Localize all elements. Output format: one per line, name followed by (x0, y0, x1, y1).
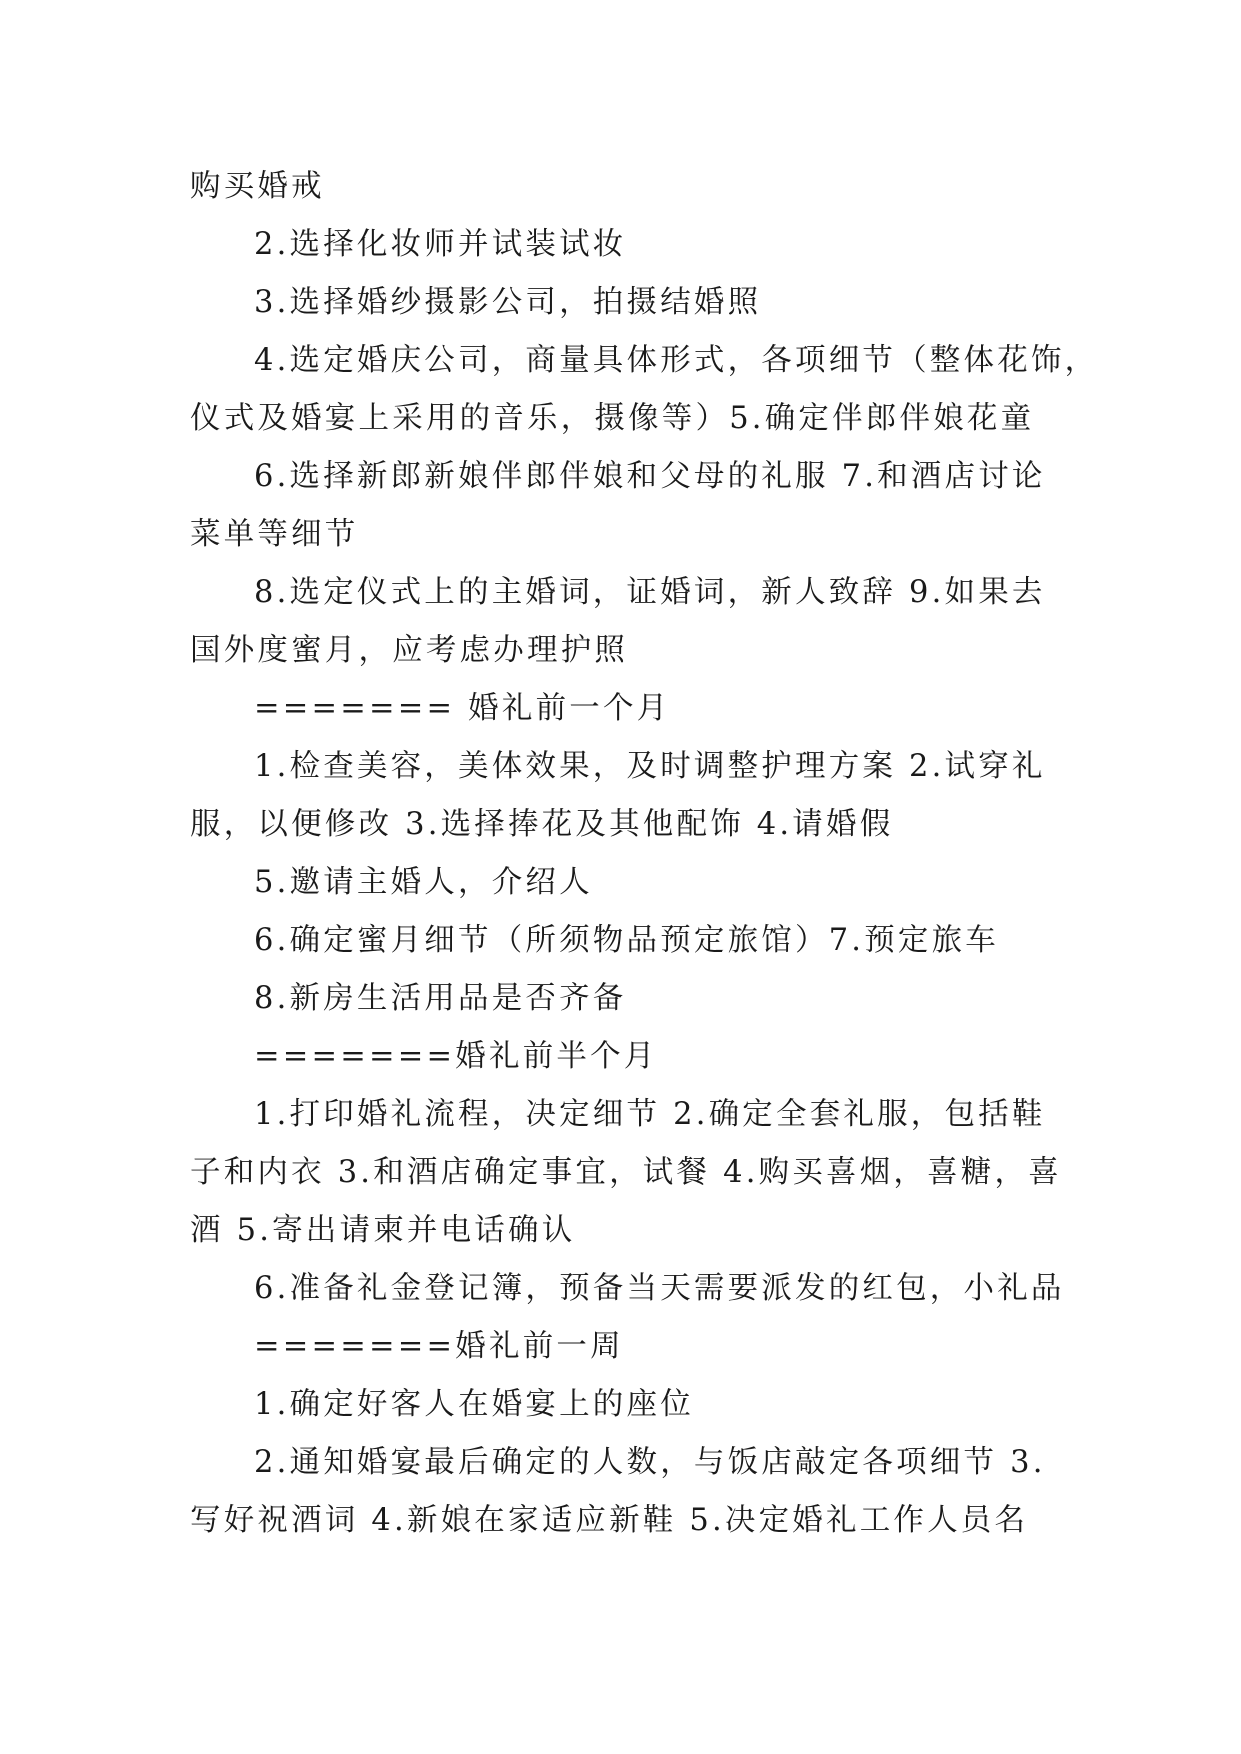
paragraph (190, 680, 1060, 738)
text-line: 写好祝酒词 4.新娘在家适应新鞋 5.决定婚礼工作人员名 (190, 1503, 1029, 1538)
text-line: 1.确定好客人在婚宴上的座位 (254, 1387, 694, 1422)
text-line: 仪式及婚宴上采用的音乐，摄像等）5.确定伴郎伴娘花童 (190, 401, 1035, 436)
paragraph (190, 1260, 1065, 1318)
text-line: 6.准备礼金登记簿，预备当天需要派发的红包，小礼品 (254, 1271, 1065, 1306)
text-line: 6.确定蜜月细节（所须物品预定旅馆）7.预定旅车 (254, 923, 999, 958)
text-line: 8.新房生活用品是否齐备 (254, 981, 627, 1016)
paragraph (190, 564, 1060, 680)
text-line: =======婚礼前半个月 (254, 1039, 658, 1074)
paragraph (190, 1434, 1060, 1550)
paragraph (190, 274, 1060, 332)
text-line: 6.选择新郎新娘伴郎伴娘和父母的礼服 7.和酒店讨论 (254, 459, 1046, 494)
text-line: 酒 5.寄出请柬并电话确认 (190, 1213, 576, 1248)
text-line: 购买婚戒 (190, 169, 325, 204)
paragraph (190, 332, 1099, 448)
text-line: 子和内衣 3.和酒店确定事宜，试餐 4.购买喜烟，喜糖，喜 (190, 1155, 1062, 1190)
text-line: 2.选择化妆师并试装试妆 (254, 227, 627, 262)
paragraph (190, 970, 1060, 1028)
text-line: 1.检查美容，美体效果，及时调整护理方案 2.试穿礼 (254, 749, 1046, 784)
text-line: 菜单等细节 (190, 517, 359, 552)
paragraph (190, 1318, 1060, 1376)
paragraph (190, 1376, 1060, 1434)
text-line: 5.邀请主婚人，介绍人 (254, 865, 593, 900)
text-line: 2.通知婚宴最后确定的人数，与饭店敲定各项细节 3. (254, 1445, 1046, 1480)
text-line: 3.选择婚纱摄影公司，拍摄结婚照 (254, 285, 762, 320)
text-line: 4.选定婚庆公司，商量具体形式，各项细节（整体花饰， (254, 343, 1099, 378)
paragraph (190, 448, 1060, 564)
paragraph (190, 1028, 1060, 1086)
paragraph (190, 1086, 1060, 1260)
document-body (190, 158, 1099, 1550)
text-line: 服，以便修改 3.选择捧花及其他配饰 4.请婚假 (190, 807, 894, 842)
paragraph (190, 216, 1060, 274)
text-line: 8.选定仪式上的主婚词，证婚词，新人致辞 9.如果去 (254, 575, 1046, 610)
paragraph (190, 854, 1060, 912)
paragraph (190, 158, 1060, 216)
paragraph (190, 912, 1060, 970)
text-line: =======婚礼前一周 (254, 1329, 624, 1364)
paragraph (190, 738, 1060, 854)
text-line: 1.打印婚礼流程，决定细节 2.确定全套礼服，包括鞋 (254, 1097, 1046, 1132)
text-line: 国外度蜜月，应考虑办理护照 (190, 633, 629, 668)
text-line: ======= 婚礼前一个月 (254, 691, 671, 726)
